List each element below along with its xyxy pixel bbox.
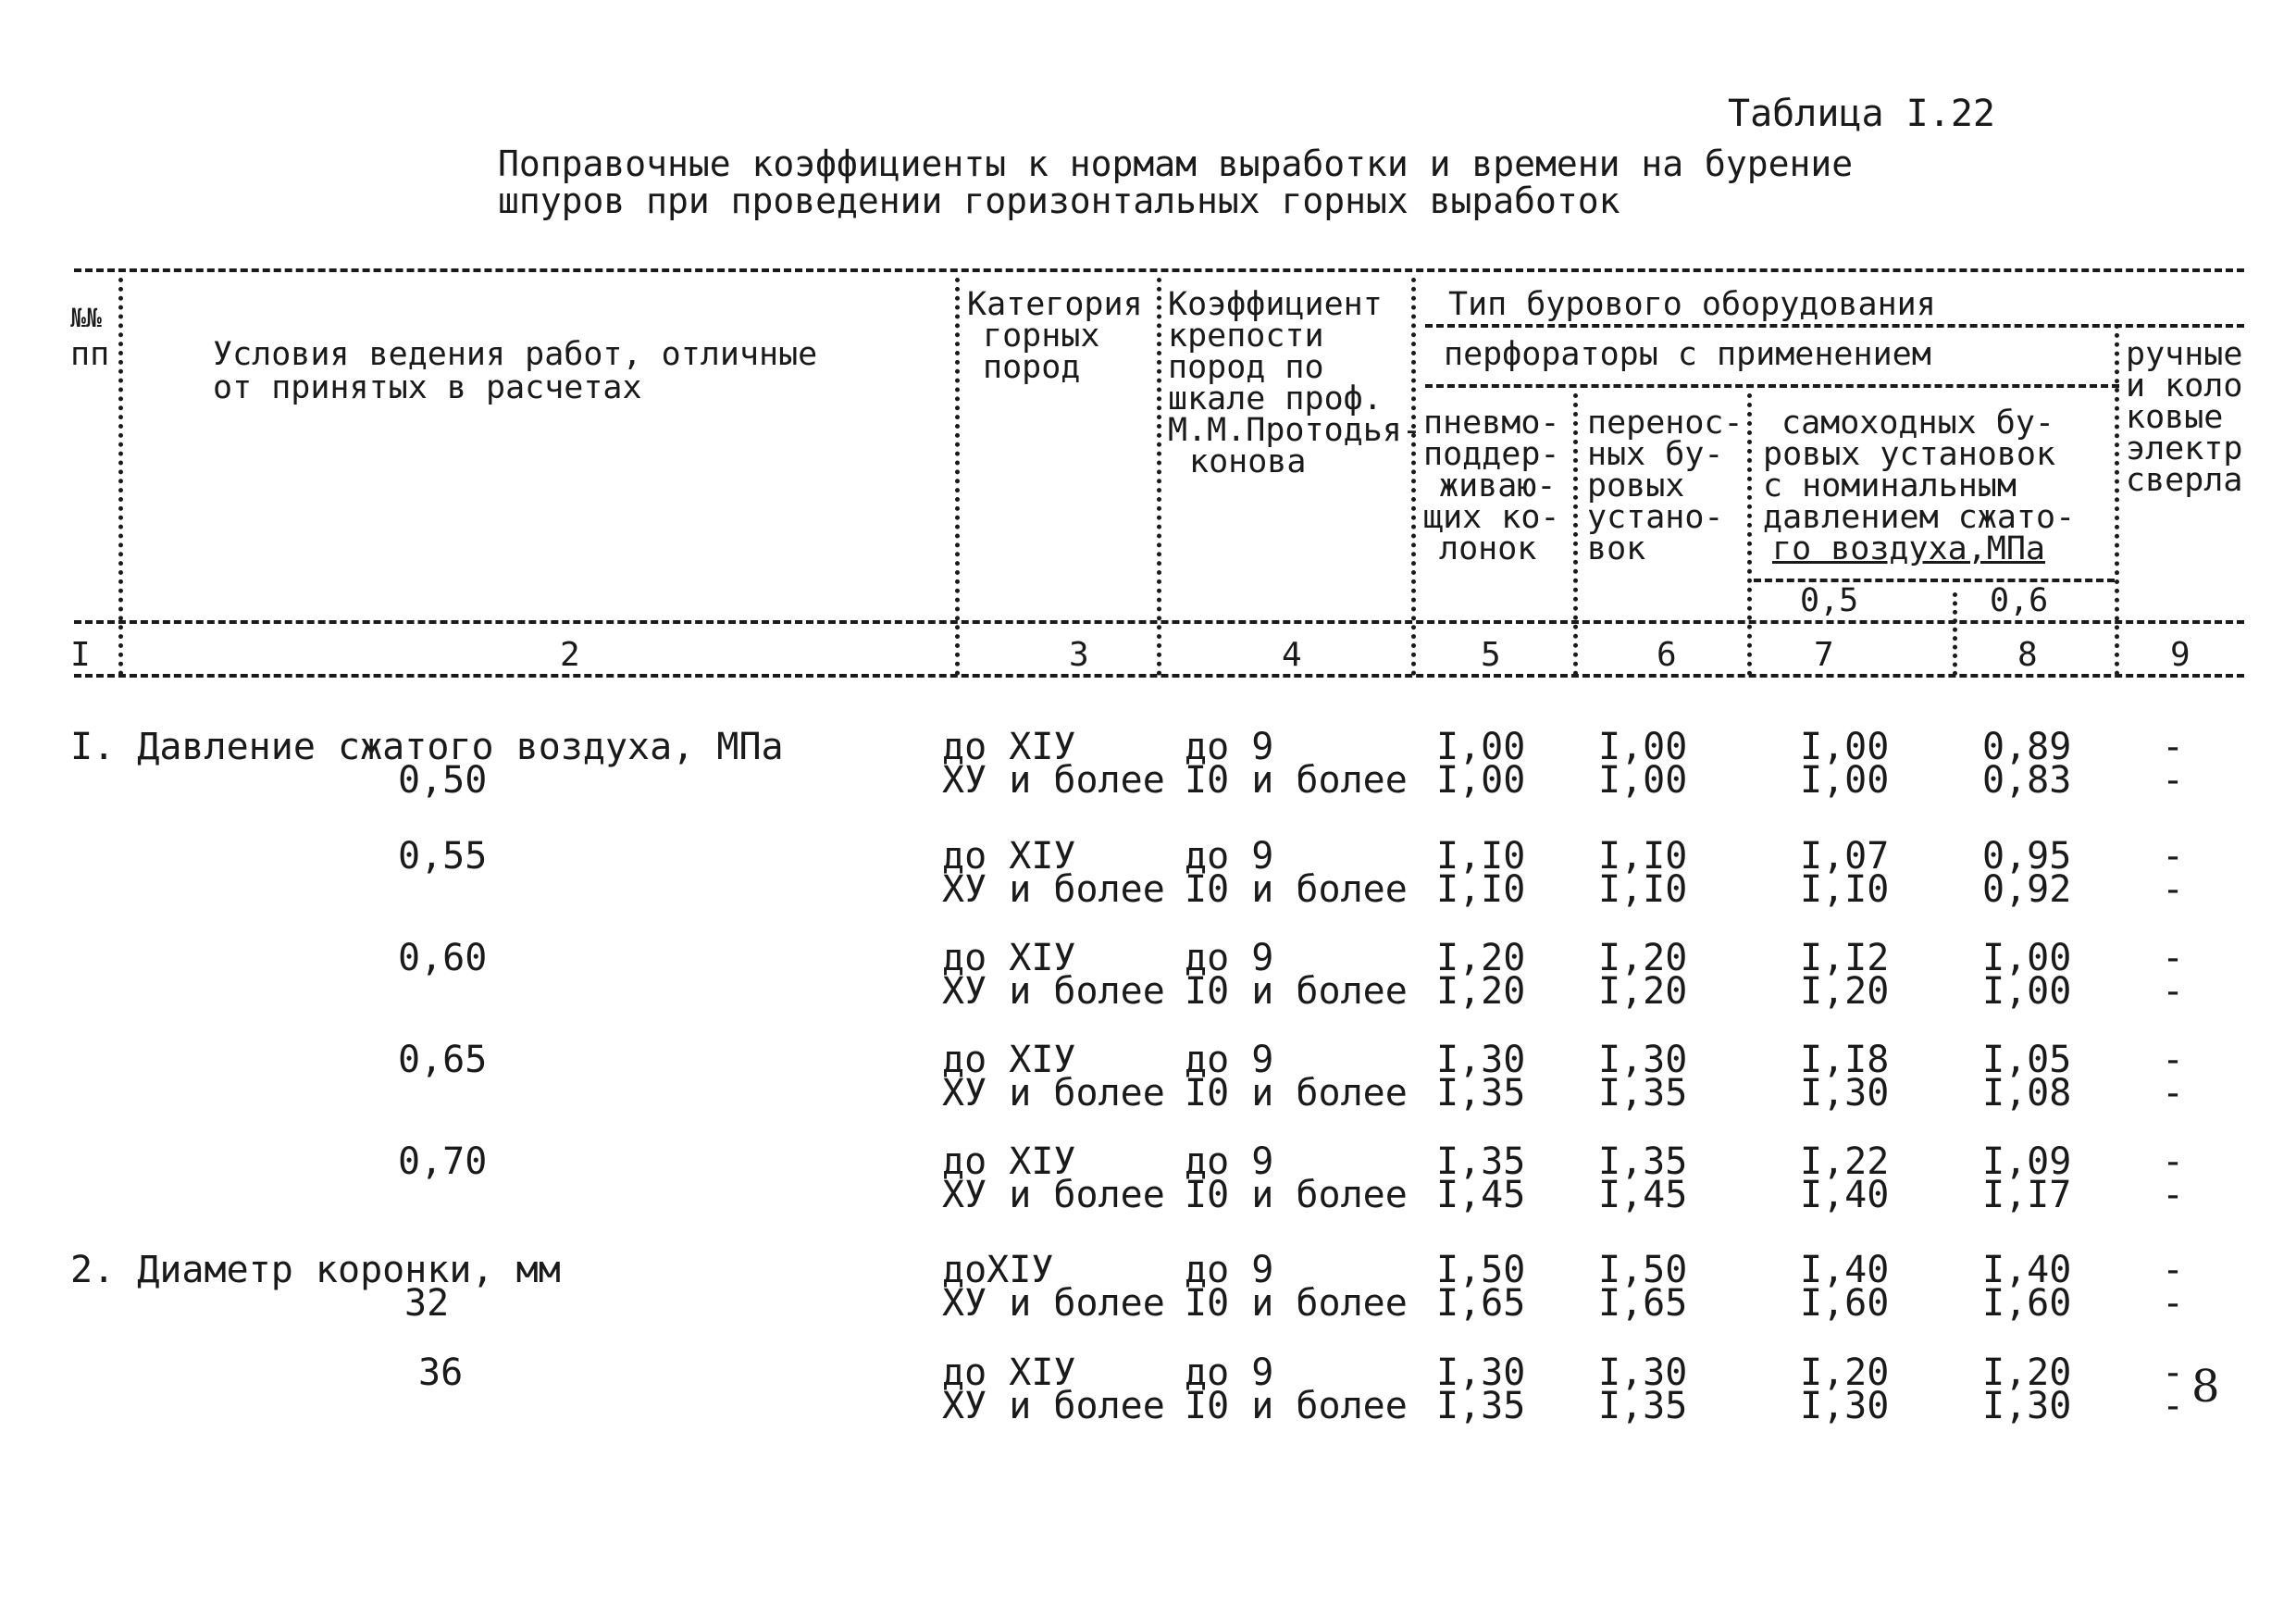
row-col-5-value: I,I0 [1436,868,1526,911]
row-condition: 0,50 [398,759,488,802]
header-col-3-line-3: пород [983,349,1081,386]
column-number-1: I [70,636,91,674]
header-col-3-line-2: горных [983,318,1100,355]
header-col-2-line-2: от принятых в расчетах [213,369,642,406]
header-col-4-line-1: Коэффициент [1168,286,1383,323]
row-col-8-value: 0,92 [1982,868,2072,911]
column-number-8: 8 [2017,636,2038,674]
row-col-6-value: I,30 [1598,1039,1688,1081]
row-col-8-value: I,20 [1982,1351,2072,1394]
header-col-6-line-3: ровых [1587,467,1685,504]
header-col-3-line-1: Категория [967,286,1143,323]
header-col-78-line-3: с номинальным [1763,467,2017,504]
row-col-7-value: I,60 [1800,1282,1890,1325]
row-condition: 32 [404,1282,450,1325]
row-col-6-value: I,30 [1598,1351,1688,1394]
row-col-5-value: I,45 [1436,1174,1526,1216]
row-strength-coef-value: I0 и более [1185,1282,1408,1325]
row-col-8-value: 0,89 [1982,726,2072,768]
row-strength-coef-value: до 9 [1185,835,1274,878]
header-col-78-line-2: ровых установок [1763,436,2056,473]
row-col-6-value: I,50 [1598,1249,1688,1291]
row-col-7-value: I,I0 [1800,868,1890,911]
row-col-8-value: I,60 [1982,1282,2072,1325]
table-caption-line-2: шпуров при проведении горизонтальных горных выработок [498,181,1620,221]
row-col-9-value: - [2162,1140,2185,1183]
row-col-6-value: I,I0 [1598,835,1688,878]
header-col-9-line-3: ковые [2126,399,2224,436]
row-condition: 0,65 [398,1039,488,1081]
row-col-7-value: I,40 [1800,1249,1890,1291]
header-col-2-line-1: Условия ведения работ, отличные [213,336,818,373]
row-strength-coef-value: до 9 [1185,1039,1274,1081]
row-strength-coef-value: I0 и более [1185,1072,1408,1115]
header-col-7-sub: 0,5 [1800,582,1859,619]
row-col-7-value: I,40 [1800,1174,1890,1216]
column-separator-6 [1573,393,1578,676]
header-col-9-line-5: сверла [2126,462,2243,499]
row-col-8-value: I,I7 [1982,1174,2072,1216]
column-number-5: 5 [1481,636,1501,674]
row-category-value: ХУ и более [942,1174,1165,1216]
column-number-6: 6 [1657,636,1677,674]
row-strength-coef-value: до 9 [1185,937,1274,979]
row-col-6-value: I,20 [1598,970,1688,1013]
column-number-4: 4 [1282,636,1302,674]
row-category-value: до XIУ [942,726,1076,768]
row-col-5-value: I,20 [1436,970,1526,1013]
row-col-9-value: - [2162,1351,2185,1394]
header-top-rule [74,268,2244,272]
row-category-value: ХУ и более [942,1072,1165,1115]
row-strength-coef-value: I0 и более [1185,868,1408,911]
header-col-9-line-2: и коло [2126,367,2243,405]
row-col-5-value: I,I0 [1436,835,1526,878]
row-category-value: ХУ и более [942,1282,1165,1325]
column-separator-5 [1411,278,1416,676]
row-col-9-value: - [2162,1072,2185,1115]
row-col-8-value: I,05 [1982,1039,2072,1081]
header-col-6-line-4: устано- [1587,499,1724,536]
column-number-2: 2 [560,636,580,674]
header-col-1-line-2: пп [70,336,110,373]
table-caption-line-1: Поправочные коэффициенты к нормам выработки и времени на бурение [498,143,1854,184]
row-strength-coef-value: до 9 [1185,1140,1274,1183]
row-col-9-value: - [2162,835,2185,878]
header-col-4-line-6: конова [1189,443,1307,480]
header-col-8-sub: 0,6 [1990,582,2049,619]
row-col-9-value: - [2162,759,2185,802]
row-col-9-value: - [2162,1249,2185,1291]
header-group-title: Тип бурового оборудования [1448,286,1936,323]
row-col-5-value: I,50 [1436,1249,1526,1291]
row-col-6-value: I,35 [1598,1385,1688,1427]
row-col-6-value: I,00 [1598,759,1688,802]
header-col-78-line-1: самоходных бу- [1781,405,2055,442]
row-col-7-value: I,I8 [1800,1039,1890,1081]
row-col-6-value: I,20 [1598,937,1688,979]
row-col-9-value: - [2162,970,2185,1013]
row-col-5-value: I,20 [1436,937,1526,979]
header-col-6-line-5: вок [1587,530,1646,567]
header-col-5-line-2: поддер- [1423,436,1560,473]
row-category-value: до XIУ [942,835,1076,878]
row-col-5-value: I,00 [1436,726,1526,768]
row-condition: 36 [418,1351,464,1394]
row-col-5-value: I,35 [1436,1385,1526,1427]
header-col-4-line-4: шкале проф. [1168,380,1383,417]
row-col-9-value: - [2162,1282,2185,1325]
row-category-value: до XIУ [942,937,1076,979]
row-col-6-value: I,65 [1598,1282,1688,1325]
row-strength-coef-value: до 9 [1185,1351,1274,1394]
header-col-6-line-1: перенос- [1587,405,1744,442]
section-1-title: I. Давление сжатого воздуха, МПа [70,726,784,768]
column-separator-8 [1953,592,1957,676]
header-col-78-line-4: давлением сжато- [1763,499,2076,536]
header-col-6-line-2: ных бу- [1587,436,1724,473]
row-category-value: ХУ и более [942,1385,1165,1427]
column-separator-9 [2115,324,2119,676]
column-separator-3 [955,278,960,676]
row-col-7-value: I,30 [1800,1385,1890,1427]
row-col-5-value: I,30 [1436,1351,1526,1394]
row-category-value: до XIУ [942,1039,1076,1081]
row-col-8-value: I,08 [1982,1072,2072,1115]
row-category-value: до XIУ [942,1140,1076,1183]
row-category-value: до XIУ [942,1351,1076,1394]
row-col-8-value: 0,83 [1982,759,2072,802]
row-col-5-value: I,30 [1436,1039,1526,1081]
row-col-8-value: I,00 [1982,937,2072,979]
row-category-value: доXIУ [942,1249,1054,1291]
row-category-value: ХУ и более [942,759,1165,802]
row-strength-coef-value: до 9 [1185,1249,1274,1291]
row-col-6-value: I,35 [1598,1140,1688,1183]
row-condition: 0,60 [398,937,488,979]
row-col-7-value: I,20 [1800,1351,1890,1394]
header-col-78-line-5: го воздуха,МПа [1772,530,2046,567]
row-col-5-value: I,00 [1436,759,1526,802]
row-col-6-value: I,00 [1598,726,1688,768]
row-col-7-value: I,20 [1800,970,1890,1013]
row-strength-coef-value: I0 и более [1185,1174,1408,1216]
row-col-5-value: I,35 [1436,1072,1526,1115]
row-col-9-value: - [2162,726,2185,768]
row-col-8-value: I,40 [1982,1249,2072,1291]
header-col-4-line-5: М.М.Протодья- [1168,412,1421,449]
row-col-6-value: I,I0 [1598,868,1688,911]
row-col-8-value: I,09 [1982,1140,2072,1183]
page-side-mark: 8 [2191,1361,2220,1413]
row-col-9-value: - [2162,868,2185,911]
row-col-5-value: I,35 [1436,1140,1526,1183]
row-strength-coef-value: до 9 [1185,726,1274,768]
header-subgroup-title: перфораторы с применением [1444,336,1931,373]
row-strength-coef-value: I0 и более [1185,1385,1408,1427]
header-col-5-line-1: пневмо- [1423,405,1560,442]
row-col-9-value: - [2162,1039,2185,1081]
row-strength-coef-value: I0 и более [1185,970,1408,1013]
row-col-9-value: - [2162,1174,2185,1216]
row-col-7-value: I,00 [1800,759,1890,802]
header-col-4-line-2: крепости [1168,318,1324,355]
column-number-7: 7 [1814,636,1834,674]
row-col-8-value: 0,95 [1982,835,2072,878]
header-col-9-line-1: ручные [2126,336,2243,373]
column-number-9: 9 [2170,636,2191,674]
row-col-6-value: I,45 [1598,1174,1688,1216]
row-category-value: ХУ и более [942,970,1165,1013]
subgroup-rule [1425,384,2119,388]
header-col-1-line-1: №№ [70,303,102,333]
row-col-7-value: I,22 [1800,1140,1890,1183]
row-category-value: ХУ и более [942,868,1165,911]
column-separator-1 [118,278,123,676]
row-col-6-value: I,35 [1598,1072,1688,1115]
group-title-rule [1425,324,2244,328]
column-separator-4 [1157,278,1161,676]
row-col-8-value: I,00 [1982,970,2072,1013]
row-col-9-value: - [2162,1385,2185,1427]
row-col-7-value: I,00 [1800,726,1890,768]
row-col-5-value: I,65 [1436,1282,1526,1325]
row-col-8-value: I,30 [1982,1385,2072,1427]
row-condition: 0,70 [398,1140,488,1183]
header-col-5-line-5: лонок [1439,530,1537,567]
section-2-title: 2. Диаметр коронки, мм [70,1249,561,1291]
column-separator-7 [1747,393,1752,676]
header-col-5-line-3: живаю- [1439,467,1557,504]
header-col-4-line-3: пород по [1168,349,1324,386]
table-number: Таблица I.22 [1728,93,1995,135]
row-condition: 0,55 [398,835,488,878]
column-number-3: 3 [1069,636,1089,674]
row-col-7-value: I,30 [1800,1072,1890,1115]
row-col-7-value: I,I2 [1800,937,1890,979]
row-col-9-value: - [2162,937,2185,979]
row-strength-coef-value: I0 и более [1185,759,1408,802]
header-col-9-line-4: электр [2126,430,2243,467]
header-col-5-line-4: щих ко- [1423,499,1560,536]
row-col-7-value: I,07 [1800,835,1890,878]
